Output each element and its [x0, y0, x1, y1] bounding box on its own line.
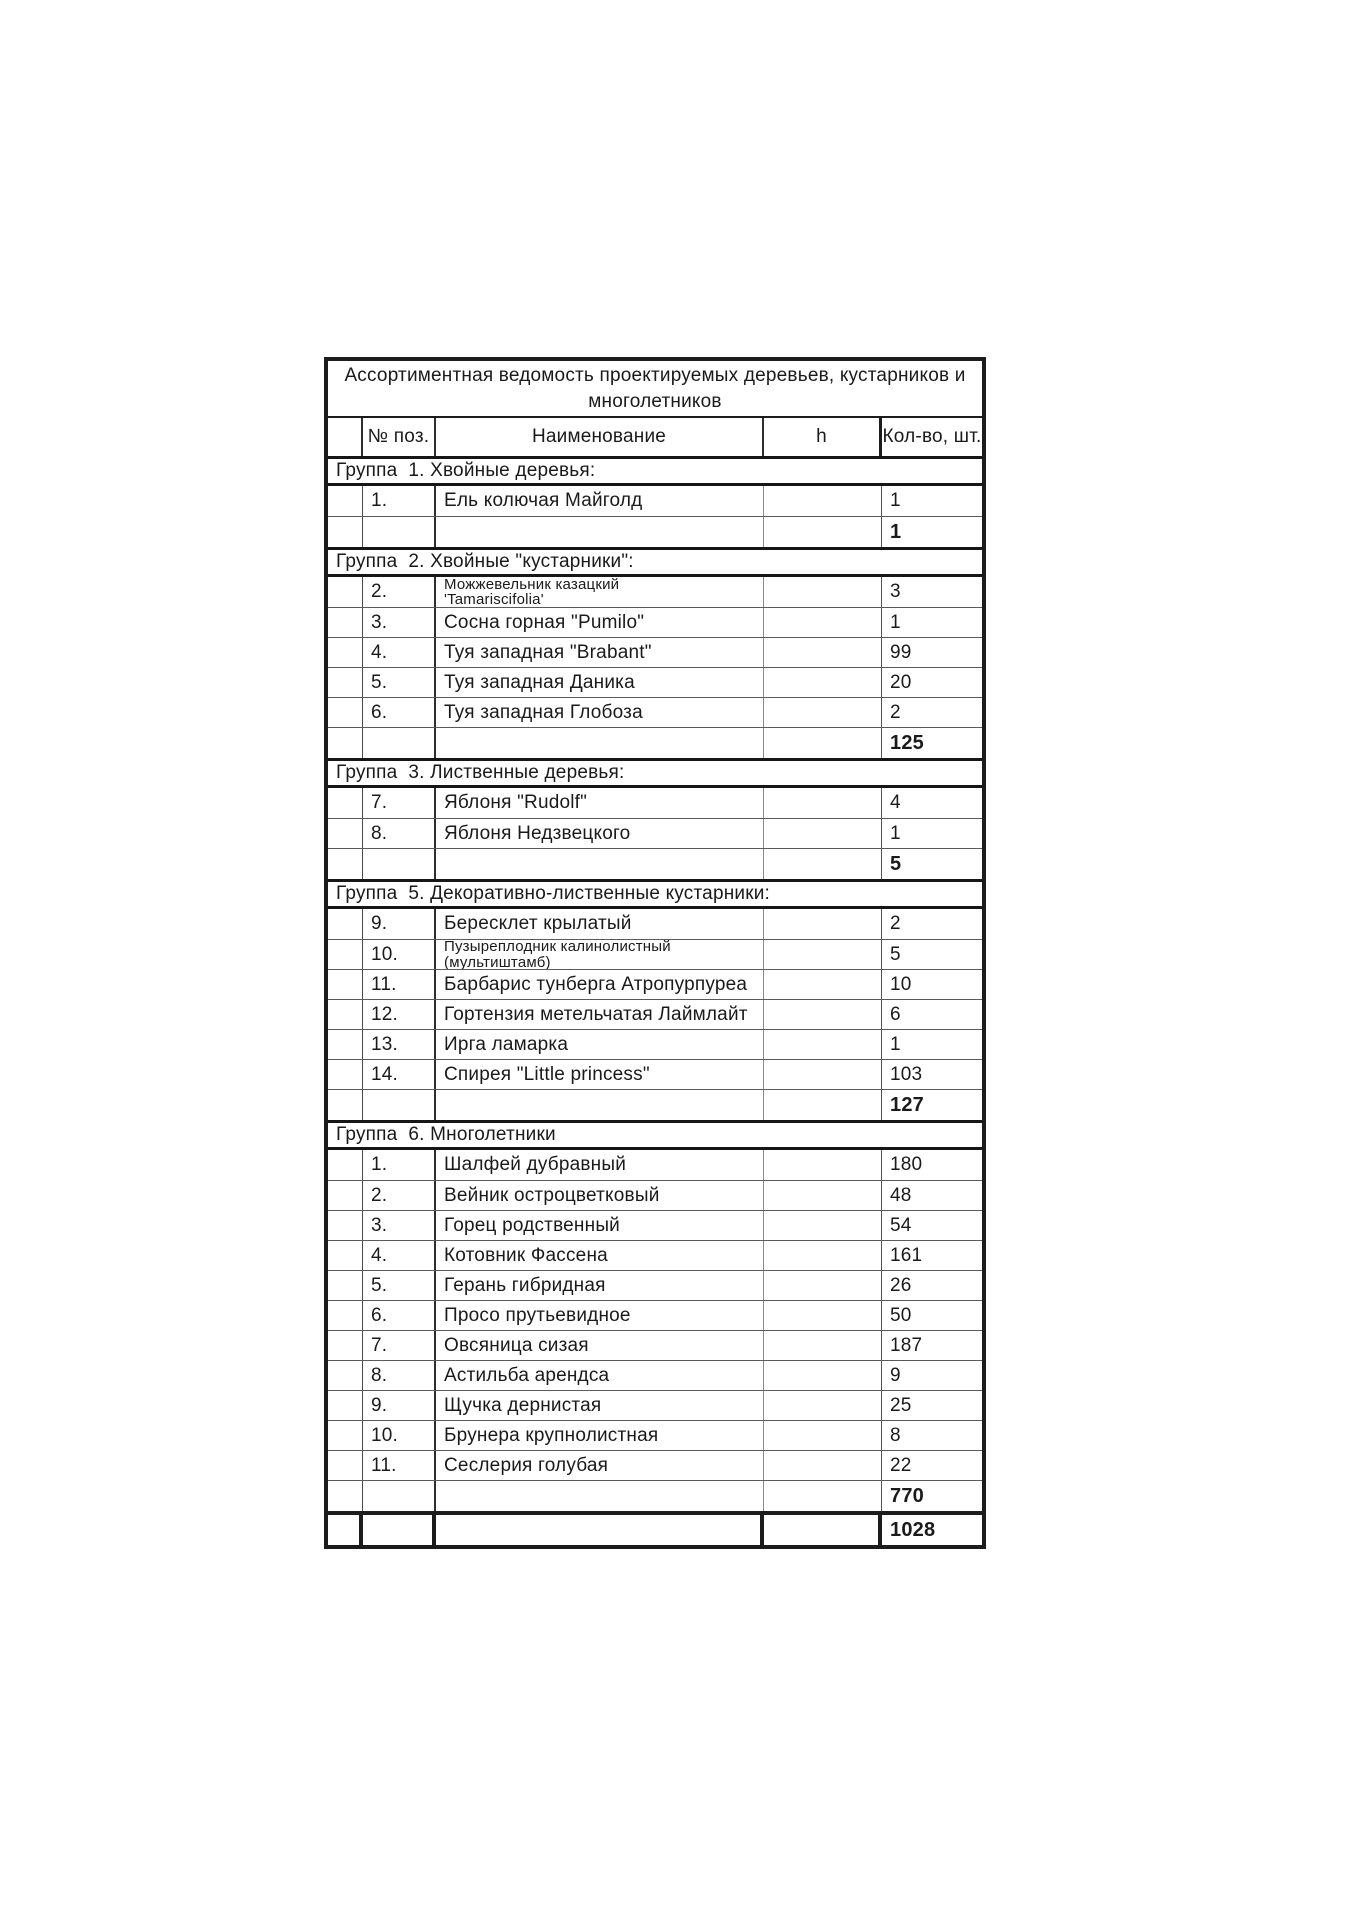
subtotal-cell-h [764, 728, 882, 758]
subtotal-cell-empty [328, 517, 363, 547]
row-cell-plant-name: Котовник Фассена [436, 1241, 764, 1270]
row-cell-empty [328, 1361, 363, 1390]
group-subtotal-value: 770 [890, 1484, 924, 1507]
row-cell-height [764, 1150, 882, 1180]
row-cell-height [764, 970, 882, 999]
row-cell-quantity: 6 [890, 1003, 901, 1025]
subtotal-cell-name [436, 728, 764, 758]
row-cell-quantity: 22 [890, 1454, 912, 1476]
table-row [328, 1360, 982, 1390]
row-cell-position-number: 5. [363, 668, 436, 697]
table-row [328, 1029, 982, 1059]
grand-total-row [328, 1511, 982, 1545]
subtotal-cell-empty [328, 1481, 363, 1511]
row-cell-height [764, 1391, 882, 1420]
table-row [328, 637, 982, 667]
row-cell-plant-name: Туя западная "Brabant" [436, 638, 764, 667]
subtotal-cell-h [764, 1481, 882, 1511]
row-cell-height [764, 608, 882, 637]
row-cell-quantity: 25 [890, 1394, 912, 1416]
plant-name-line2: 'Tamariscifolia' [444, 591, 544, 608]
row-cell-position-number: 14. [363, 1060, 436, 1089]
row-cell-position-number: 7. [363, 788, 436, 818]
row-cell-plant-name: Барбарис тунберга Атропурпуреа [436, 970, 764, 999]
grand-total-cell-name [436, 1515, 764, 1545]
group-subtotal-value: 127 [890, 1093, 924, 1116]
row-cell-plant-name: Туя западная Даника [436, 668, 764, 697]
row-cell-quantity: 9 [890, 1364, 901, 1386]
row-cell-empty [328, 1150, 363, 1180]
row-cell-quantity: 1 [890, 822, 901, 844]
table-row [328, 1390, 982, 1420]
table-row [328, 697, 982, 727]
row-cell-quantity: 26 [890, 1274, 912, 1296]
row-cell-quantity: 1 [890, 1033, 901, 1055]
row-cell-quantity: 8 [890, 1424, 901, 1446]
row-cell-position-number: 10. [363, 940, 436, 969]
row-cell-quantity: 50 [890, 1304, 912, 1326]
row-cell-quantity: 2 [890, 913, 901, 935]
row-cell-plant-name: Спирея "Little princess" [436, 1060, 764, 1089]
group-subtotal-row [328, 727, 982, 758]
row-cell-height [764, 1181, 882, 1210]
row-cell-height [764, 1271, 882, 1300]
subtotal-cell-num [363, 1481, 436, 1511]
row-cell-quantity: 4 [890, 792, 901, 814]
row-cell-position-number: 6. [363, 698, 436, 727]
row-cell-empty [328, 1301, 363, 1330]
row-cell-position-number: 4. [363, 1241, 436, 1270]
row-cell-empty [328, 1421, 363, 1450]
row-cell-quantity: 3 [890, 581, 901, 603]
subtotal-cell-empty [328, 1090, 363, 1120]
row-cell-plant-name: Астильба арендса [436, 1361, 764, 1390]
plant-name-line2: (мультиштамб) [444, 953, 551, 970]
header-cell-position-number: № поз. [363, 418, 436, 456]
row-cell-empty [328, 909, 363, 939]
group-subtotal-row [328, 1089, 982, 1120]
table-row [328, 486, 982, 516]
subtotal-cell-h [764, 517, 882, 547]
row-cell-height [764, 1030, 882, 1059]
row-cell-empty [328, 638, 363, 667]
group-band: Группа 6. Многолетники [328, 1120, 982, 1150]
header-cell-height: h [764, 418, 882, 456]
row-cell-empty [328, 1030, 363, 1059]
group-subtotal-row [328, 1480, 982, 1511]
row-cell-height [764, 638, 882, 667]
row-cell-height [764, 1421, 882, 1450]
row-cell-empty [328, 698, 363, 727]
row-cell-plant-name [436, 577, 764, 607]
row-cell-quantity: 161 [890, 1244, 923, 1266]
row-cell-empty [328, 608, 363, 637]
group-subtotal-value: 5 [890, 852, 902, 875]
row-cell-empty [328, 1060, 363, 1089]
row-cell-empty [328, 788, 363, 818]
row-cell-position-number: 4. [363, 638, 436, 667]
row-cell-position-number: 7. [363, 1331, 436, 1360]
table-row [328, 1180, 982, 1210]
table-row [328, 909, 982, 939]
table-row [328, 969, 982, 999]
table-row [328, 1420, 982, 1450]
row-cell-plant-name: Брунера крупнолистная [436, 1421, 764, 1450]
row-cell-empty [328, 1391, 363, 1420]
table-title: Ассортиментная ведомость проектируемых деревьев, кустарников и многолетников [328, 361, 982, 418]
row-cell-position-number: 3. [363, 608, 436, 637]
row-cell-plant-name: Гортензия метельчатая Лаймлайт [436, 1000, 764, 1029]
subtotal-cell-num [363, 728, 436, 758]
row-cell-height [764, 1301, 882, 1330]
assortment-table [324, 357, 986, 1549]
row-cell-height [764, 1000, 882, 1029]
row-cell-height [764, 698, 882, 727]
subtotal-cell-name [436, 1481, 764, 1511]
subtotal-cell-num [363, 517, 436, 547]
row-cell-empty [328, 819, 363, 848]
row-cell-quantity: 103 [890, 1063, 923, 1085]
row-cell-height [764, 1060, 882, 1089]
row-cell-plant-name: Яблоня Недзвецкого [436, 819, 764, 848]
row-cell-plant-name: Овсяница сизая [436, 1331, 764, 1360]
group-subtotal-value: 1 [890, 520, 902, 543]
group-subtotal-value: 125 [890, 731, 924, 754]
row-cell-position-number: 10. [363, 1421, 436, 1450]
row-cell-position-number: 13. [363, 1030, 436, 1059]
subtotal-cell-name [436, 517, 764, 547]
row-cell-plant-name: Ирга ламарка [436, 1030, 764, 1059]
header-cell-quantity: Кол-во, шт. [882, 426, 982, 448]
row-cell-position-number: 5. [363, 1271, 436, 1300]
row-cell-plant-name: Горец родственный [436, 1211, 764, 1240]
row-cell-empty [328, 1241, 363, 1270]
row-cell-empty [328, 486, 363, 516]
row-cell-height [764, 1331, 882, 1360]
row-cell-plant-name: Бересклет крылатый [436, 909, 764, 939]
table-row [328, 667, 982, 697]
group-subtotal-row [328, 516, 982, 547]
row-cell-plant-name: Щучка дернистая [436, 1391, 764, 1420]
header-cell-empty [328, 418, 363, 456]
row-cell-empty [328, 970, 363, 999]
table-row [328, 1300, 982, 1330]
row-cell-height [764, 1211, 882, 1240]
row-cell-plant-name: Сосна горная "Pumilo" [436, 608, 764, 637]
row-cell-plant-name: Туя западная Глобоза [436, 698, 764, 727]
group-band: Группа 1. Хвойные деревья: [328, 456, 982, 486]
row-cell-quantity: 10 [890, 973, 912, 995]
table-body [328, 456, 982, 1511]
table-row [328, 1150, 982, 1180]
grand-total-cell-empty [328, 1515, 363, 1545]
row-cell-empty [328, 940, 363, 969]
row-cell-position-number: 1. [363, 486, 436, 516]
row-cell-height [764, 819, 882, 848]
row-cell-empty [328, 1451, 363, 1480]
row-cell-empty [328, 1331, 363, 1360]
row-cell-position-number: 3. [363, 1211, 436, 1240]
row-cell-position-number: 2. [363, 577, 436, 607]
subtotal-cell-num [363, 1090, 436, 1120]
row-cell-position-number: 2. [363, 1181, 436, 1210]
row-cell-position-number: 1. [363, 1150, 436, 1180]
table-row [328, 788, 982, 818]
row-cell-plant-name: Герань гибридная [436, 1271, 764, 1300]
row-cell-height [764, 668, 882, 697]
table-row [328, 1059, 982, 1089]
row-cell-position-number: 12. [363, 1000, 436, 1029]
row-cell-plant-name: Яблоня "Rudolf" [436, 788, 764, 818]
subtotal-cell-num [363, 849, 436, 879]
row-cell-empty [328, 1000, 363, 1029]
row-cell-plant-name: Шалфей дубравный [436, 1150, 764, 1180]
subtotal-cell-empty [328, 849, 363, 879]
subtotal-cell-empty [328, 728, 363, 758]
row-cell-plant-name: Вейник остроцветковый [436, 1181, 764, 1210]
table-row [328, 818, 982, 848]
row-cell-plant-name: Ель колючая Майголд [436, 486, 764, 516]
table-row [328, 577, 982, 607]
row-cell-quantity: 20 [890, 671, 912, 693]
table-row [328, 1330, 982, 1360]
group-subtotal-row [328, 848, 982, 879]
table-row [328, 1270, 982, 1300]
row-cell-empty [328, 577, 363, 607]
grand-total-value: 1028 [890, 1518, 936, 1541]
row-cell-height [764, 909, 882, 939]
row-cell-quantity: 1 [890, 490, 901, 512]
table-row [328, 607, 982, 637]
row-cell-plant-name [436, 940, 764, 969]
subtotal-cell-name [436, 849, 764, 879]
grand-total-cell-num [363, 1515, 436, 1545]
subtotal-cell-h [764, 849, 882, 879]
group-band: Группа 5. Декоративно-лиственные кустарники: [328, 879, 982, 909]
row-cell-empty [328, 1211, 363, 1240]
grand-total-cell-h [764, 1515, 882, 1545]
row-cell-height [764, 788, 882, 818]
row-cell-plant-name: Просо прутьевидное [436, 1301, 764, 1330]
row-cell-position-number: 9. [363, 909, 436, 939]
table-row [328, 1240, 982, 1270]
subtotal-cell-name [436, 1090, 764, 1120]
row-cell-position-number: 6. [363, 1301, 436, 1330]
row-cell-quantity: 48 [890, 1184, 912, 1206]
table-row [328, 1210, 982, 1240]
plant-name-line1: Можжевельник казацкий [444, 577, 620, 593]
row-cell-position-number: 11. [363, 1451, 436, 1480]
row-cell-position-number: 11. [363, 970, 436, 999]
row-cell-height [764, 1241, 882, 1270]
row-cell-quantity: 54 [890, 1214, 912, 1236]
row-cell-plant-name: Сеслерия голубая [436, 1451, 764, 1480]
row-cell-height [764, 486, 882, 516]
row-cell-position-number: 8. [363, 819, 436, 848]
row-cell-height [764, 577, 882, 607]
row-cell-empty [328, 1181, 363, 1210]
table-row [328, 999, 982, 1029]
row-cell-empty [328, 1271, 363, 1300]
row-cell-quantity: 99 [890, 641, 912, 663]
group-band: Группа 2. Хвойные "кустарники": [328, 547, 982, 577]
row-cell-quantity: 1 [890, 611, 901, 633]
table-row [328, 1450, 982, 1480]
subtotal-cell-h [764, 1090, 882, 1120]
row-cell-quantity: 187 [890, 1334, 923, 1356]
table-header-row [328, 418, 982, 456]
row-cell-quantity: 5 [890, 943, 901, 965]
row-cell-quantity: 180 [890, 1154, 923, 1176]
row-cell-quantity: 2 [890, 701, 901, 723]
plant-name-line1: Пузыреплодник калинолистный [444, 940, 671, 956]
header-cell-name: Наименование [436, 418, 764, 456]
group-band: Группа 3. Лиственные деревья: [328, 758, 982, 788]
row-cell-position-number: 9. [363, 1391, 436, 1420]
row-cell-height [764, 1451, 882, 1480]
row-cell-height [764, 1361, 882, 1390]
row-cell-empty [328, 668, 363, 697]
table-row [328, 939, 982, 969]
row-cell-height [764, 940, 882, 969]
row-cell-position-number: 8. [363, 1361, 436, 1390]
